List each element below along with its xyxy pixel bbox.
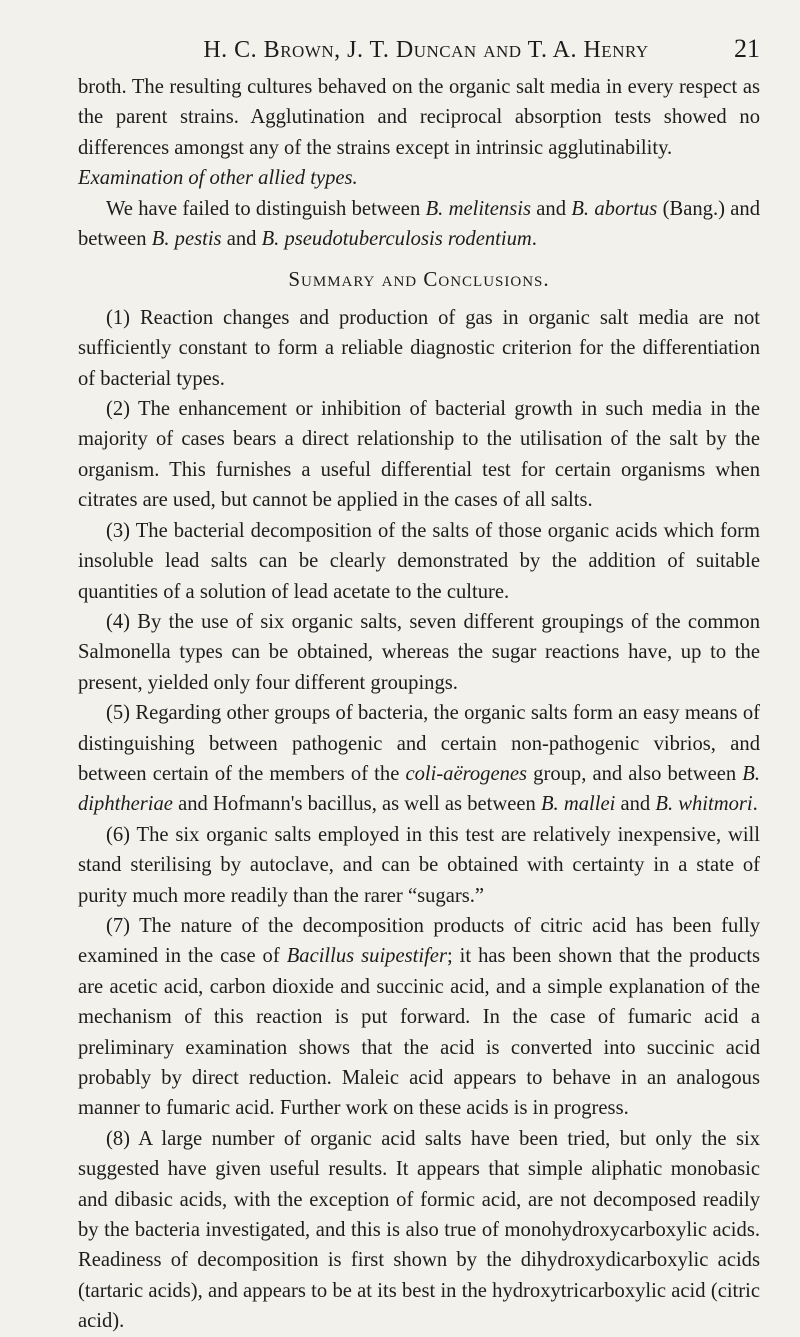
text-run: (7) The nature of the decomposition products of citric acid has been fully examined in the case of [78, 914, 760, 968]
text-run: and [221, 228, 262, 251]
conclusion-3: (3) The bacterial decomposition of the salts of those organic acids which form insoluble lead salts can be clearly demonstrated by the addition of suitable quantities of a solution of lead acetate to the culture. [78, 519, 760, 603]
text-run: . [531, 228, 537, 251]
paragraph-allied-types [78, 194, 760, 255]
running-head-authors: H. C. Brown, J. T. Duncan and T. A. Henry [203, 37, 649, 63]
species-name: Bacillus suipestifer [286, 945, 447, 968]
species-name: B. pestis [151, 228, 222, 251]
text-run: We have failed to distinguish between [106, 197, 426, 220]
conclusion-7 [78, 911, 760, 1124]
subheading-allied-types-text: Examination of other allied types. [78, 167, 358, 190]
body-text [78, 72, 760, 1337]
species-name: B. whitmori [655, 793, 753, 816]
conclusion-5 [78, 698, 760, 820]
conclusion-1: (1) Reaction changes and production of gas in organic salt media are not sufficiently constant to form a reliable diagnostic criterion for the differentiation of bacterial types. [78, 306, 760, 390]
species-name: coli-aërogenes [405, 762, 528, 785]
species-name: B. mallei [540, 793, 616, 816]
text-run: (5) Regarding other groups of bacteria, the organic salts form an easy means of distinguishing between pathogenic and certain non-pathogenic vibrios, and between certain of the members of the [78, 702, 760, 785]
text-run: ; it has been shown that the products are acetic acid, carbon dioxide and succinic acid, and a simple explanation of the mechanism of this reaction is put forward. In the case of fumaric acid a preliminary examination shows that the acid is converted into succinic acid probably by direct reduction. Maleic acid appears to behave in an analogous manner to fumaric acid. Further work on these acids is in progress. [78, 945, 761, 1120]
text-run: . [752, 793, 758, 816]
page-number: 21 [734, 34, 760, 63]
conclusion-8: (8) A large number of organic acid salts have been tried, but only the six suggested have given useful results. It appears that simple aliphatic monobasic and dibasic acids, with the exception of formic acid, are not decomposed readily by the bacteria investigated, and this is also true of monohydroxycarboxylic acids. Readiness of decomposition is first shown by the dihydroxydicarboxylic acids (tartaric acids), and appears to be at its best in the hydroxytricarboxylic acid (citric acid). [78, 1127, 760, 1333]
species-name: B. pseudotuberculosis rodentium [261, 228, 532, 251]
text-run: and [530, 197, 572, 220]
running-head [78, 34, 760, 72]
text-run: and [615, 793, 656, 816]
conclusion-2: (2) The enhancement or inhibition of bacterial growth in such media in the majority of cases bears a direct relationship to the utilisation of the salt by the organism. This furnishes a useful differential test for certain organisms when citrates are used, but cannot be applied in the cases of all salts. [78, 398, 760, 512]
conclusion-4: (4) By the use of six organic salts, seven different groupings of the common Salmonella types can be obtained, whereas the sugar reactions have, up to the present, yielded only four different groupings. [78, 610, 760, 694]
section-heading-summary: Summary and Conclusions. [288, 267, 550, 292]
species-name: B. melitensis [425, 197, 531, 220]
text-run: (Bang.) and between [78, 197, 760, 251]
text-run: and Hofmann's bacillus, as well as between [172, 793, 541, 816]
text-run: group, and also between [527, 762, 743, 785]
species-name: B. diphtheriae [78, 762, 760, 816]
subheading-allied-types [78, 163, 760, 193]
paragraph-broth: broth. The resulting cultures behaved on the organic salt media in every respect as the parent strains. Agglutination and reciprocal absorption tests showed no differences amongst any of the strains except in intrinsic agglutinability. [78, 76, 760, 159]
species-name: B. abortus [571, 197, 658, 220]
conclusion-6: (6) The six organic salts employed in this test are relatively inexpensive, will stand sterilising by autoclave, and can be obtained with certainty in a state of purity much more readily than the rarer “sugars.” [78, 823, 760, 907]
